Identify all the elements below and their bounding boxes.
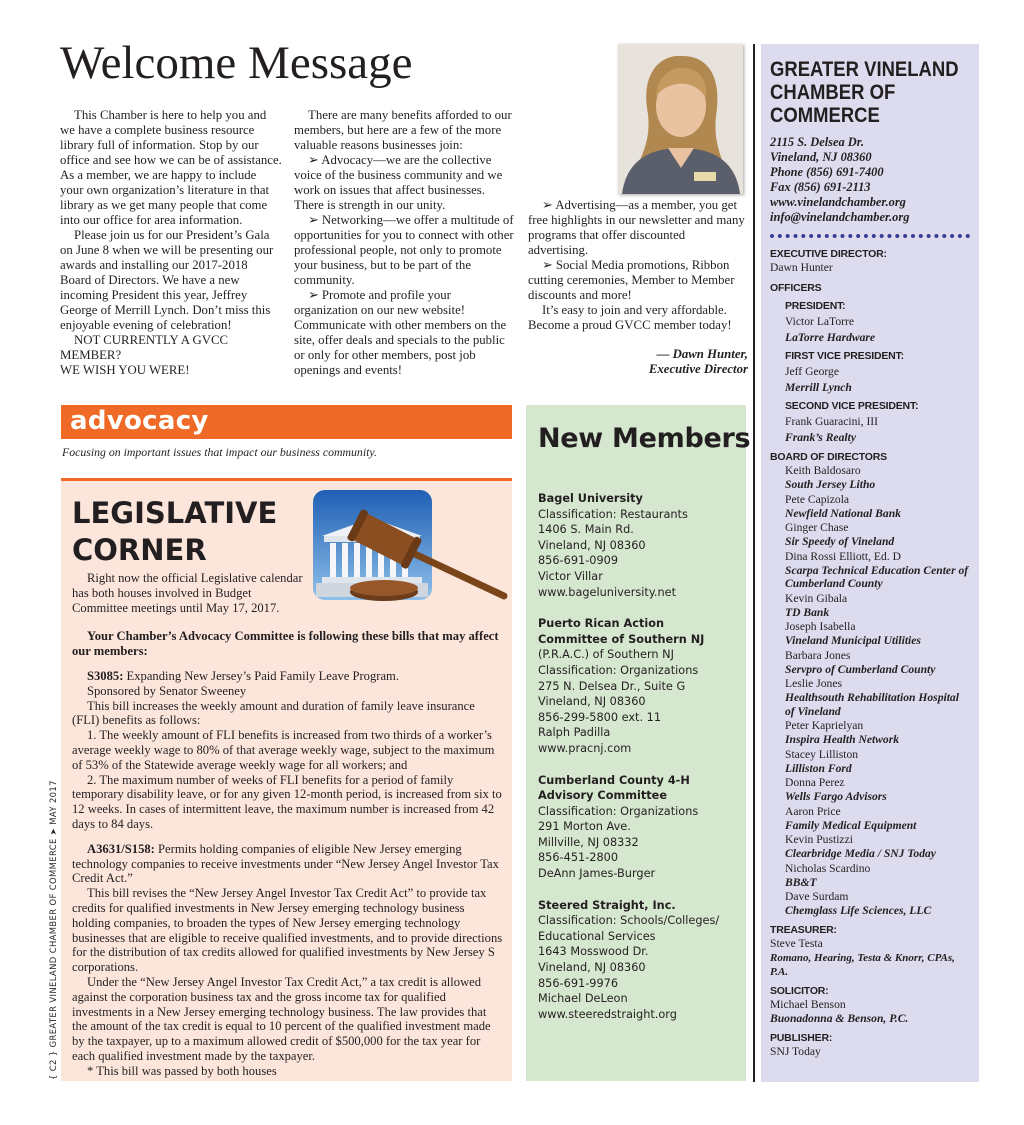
dotted-divider xyxy=(770,234,970,238)
second-vp-company: Frank’s Realty xyxy=(785,431,856,444)
new-member-detail: Classification: Organizations xyxy=(538,804,699,818)
new-member-detail: Millville, NJ 08332 xyxy=(538,835,639,849)
publisher-name: SNJ Today xyxy=(770,1044,821,1058)
board-member xyxy=(785,862,970,890)
new-member-detail: 1406 S. Main Rd. xyxy=(538,523,634,537)
chamber-address-line: Vineland, NJ 08360 xyxy=(770,150,872,164)
first-vp-name: Jeff George xyxy=(785,365,839,378)
new-member-detail: Vineland, NJ 08360 xyxy=(538,538,646,552)
new-members-panel xyxy=(526,405,751,1081)
board-member xyxy=(785,521,970,549)
bill-title: Expanding New Jersey’s Paid Family Leave Program. xyxy=(126,668,400,683)
bill-heading xyxy=(72,842,504,886)
board-member xyxy=(785,833,970,861)
solicitor-label: SOLICITOR: xyxy=(770,984,829,997)
chamber-website-link[interactable]: www.vinelandchamber.org xyxy=(770,195,906,209)
solicitor-name: Michael Benson xyxy=(770,997,846,1011)
president-label: PRESIDENT: xyxy=(785,300,846,312)
board-member-name: Ginger Chase xyxy=(785,521,849,534)
board-member-name: Donna Perez xyxy=(785,776,845,789)
welcome-paragraph: WE WISH YOU WERE! xyxy=(60,363,190,377)
new-member-detail: Ralph Padilla xyxy=(538,726,611,740)
new-member-detail: 856-451-2800 xyxy=(538,851,619,865)
page-folio: { C2 } GREATER VINELAND CHAMBER OF COMMERCE ➤ MAY 2017 xyxy=(48,780,58,1080)
new-member-detail: Classification: Organizations xyxy=(538,663,699,677)
new-member-detail: Michael DeLeon xyxy=(538,992,628,1006)
welcome-column-1 xyxy=(60,108,282,378)
board-member-company: Scarpa Technical Education Center of Cumberland County xyxy=(785,563,969,590)
new-member-detail: Vineland, NJ 08360 xyxy=(538,961,646,975)
board-member xyxy=(785,620,970,648)
board-member-company: BB&T xyxy=(785,875,817,889)
board-member xyxy=(785,719,970,747)
welcome-paragraph: ➢ Social Media promotions, Ribbon cutting ceremonies, Member to Member discounts and more! xyxy=(528,258,735,302)
treasurer-company: Romano, Hearing, Testa & Knorr, CPAs, P.A. xyxy=(770,951,955,978)
board-member xyxy=(785,464,970,492)
new-member-name: Puerto Rican Action Committee of Southern NJ xyxy=(538,617,705,646)
officers-label: OFFICERS xyxy=(770,282,822,294)
welcome-paragraph: ➢ Networking—we offer a multitude of opportunities for you to connect with other professional people, not only to promote your business, but to be part of the community. xyxy=(294,213,514,287)
board-member xyxy=(785,805,970,833)
new-member-detail: 856-299-5800 ext. 11 xyxy=(538,710,662,724)
legislative-intro: Right now the official Legislative calendar has both houses involved in Budget Committee meetings until May 17, 2017. xyxy=(72,571,303,615)
board-member xyxy=(785,550,970,591)
bill-paragraph: This bill increases the weekly amount and duration of family leave insurance (FLI) benefits as follows: xyxy=(72,698,475,728)
board-member xyxy=(785,748,970,776)
bill-paragraph: This bill revises the “New Jersey Angel Investor Tax Credit Act” to provide tax credits for qualified investments in New Jersey emerging technology business holding companies, to broaden the types of New Jersey emerging technology businesses that are eligible to receive qualified investments, and to provide directions for the distribution of tax credits allowed for qualified investments by New Jersey S corporations. xyxy=(72,886,503,975)
board-member-name: Joseph Isabella xyxy=(785,620,856,633)
board-member xyxy=(785,890,970,918)
director-portrait-photo xyxy=(618,44,743,194)
new-member-detail: 291 Morton Ave. xyxy=(538,820,631,834)
president-name: Victor LaTorre xyxy=(785,315,854,328)
new-member-detail: 856-691-0909 xyxy=(538,554,619,568)
column-divider xyxy=(753,44,755,1082)
board-member-name: Dave Surdam xyxy=(785,890,849,903)
publisher-label: PUBLISHER: xyxy=(770,1031,833,1044)
board-member-company: South Jersey Litho xyxy=(785,478,876,491)
advocacy-heading: advocacy xyxy=(70,406,209,436)
bill-footnote: * This bill was passed by both houses xyxy=(87,1063,277,1078)
board-member-name: Nicholas Scardino xyxy=(785,861,871,875)
new-member-entry xyxy=(538,491,734,600)
board-member-company: Wells Fargo Advisors xyxy=(785,790,887,803)
first-vp-label: FIRST VICE PRESIDENT: xyxy=(785,350,904,362)
board-member-name: Kevin Gibala xyxy=(785,591,848,605)
new-member-entry xyxy=(538,616,734,756)
new-member-entry xyxy=(538,773,734,882)
board-member-company: Vineland Municipal Utilities xyxy=(785,634,921,647)
welcome-paragraph: It’s easy to join and very affordable. Become a proud GVCC member today! xyxy=(528,303,732,332)
welcome-paragraph: Please join us for our President’s Gala on June 8 when we will be presenting our awards and installing our 2017-2018 Board of Directors. We have a new incoming President this year, Jeffrey George of Merrill Lynch. Don’t miss this enjoyable evening of celebration! xyxy=(60,228,274,332)
board-member-name: Leslie Jones xyxy=(785,677,842,690)
welcome-column-3 xyxy=(528,198,748,377)
chamber-phone: Phone (856) 691-7400 xyxy=(770,165,884,179)
board-member-name: Barbara Jones xyxy=(785,648,851,662)
new-member-detail: Classification: Restaurants xyxy=(538,507,688,521)
new-member-website-link[interactable]: www.bageluniversity.net xyxy=(538,585,677,599)
legislative-corner-title xyxy=(72,495,277,569)
new-member-detail: DeAnn James-Burger xyxy=(538,867,656,881)
treasurer-name: Steve Testa xyxy=(770,936,823,950)
board-member-name: Keith Baldosaro xyxy=(785,464,861,477)
board-member-company: Servpro of Cumberland County xyxy=(785,662,936,676)
bill-sponsor: Sponsored by Senator Sweeney xyxy=(87,683,247,698)
chamber-address-line: 2115 S. Delsea Dr. xyxy=(770,135,864,149)
board-label: BOARD OF DIRECTORS xyxy=(770,451,887,463)
welcome-column-2 xyxy=(294,108,514,378)
new-member-detail: Classification: Schools/Colleges/ Educational Services xyxy=(538,914,720,943)
welcome-signature xyxy=(528,347,748,377)
board-member xyxy=(785,592,970,620)
new-member-entry xyxy=(538,898,734,1023)
board-member xyxy=(785,649,970,677)
bill-heading xyxy=(72,669,504,684)
solicitor-company: Buonadonna & Benson, P.C. xyxy=(770,1011,909,1025)
board-member-company: Inspira Health Network xyxy=(785,733,900,746)
board-member-company: Newfield National Bank xyxy=(785,506,901,520)
welcome-paragraph: ➢ Promote and profile your organization on our new website! Communicate with other members on the site, offer deals and specials to the public or only for other members, post job openings and events! xyxy=(294,288,507,377)
bill-paragraph: 1. The weekly amount of FLI benefits is increased from two thirds of a worker’s average weekly wage to 80% of that average weekly wage, subject to the maximum of 53% of the Statewide average weekly wage for all workers; and xyxy=(72,728,495,772)
board-member-name: Aaron Price xyxy=(785,804,841,818)
legis-title-line: LEGISLATIVE xyxy=(72,496,278,530)
chamber-sidebar xyxy=(761,44,979,1082)
new-member-detail: (P.R.A.C.) of Southern NJ xyxy=(538,648,674,662)
board-member xyxy=(785,493,970,521)
legis-title-line: CORNER xyxy=(72,533,207,567)
board-member-company: TD Bank xyxy=(785,605,830,619)
bill-paragraph: 2. The maximum number of weeks of FLI benefits for a period of family temporary disability leave, or for any given 12-month period, is increased from six to 12 weeks. In cases of intermittent leave, the maximum number is increased from 42 days to 84 days. xyxy=(72,772,502,831)
new-member-website-link[interactable]: www.pracnj.com xyxy=(538,741,632,755)
board-member xyxy=(785,776,970,804)
welcome-paragraph: There are many benefits afforded to our members, but here are a few of the more valuable reasons businesses join: xyxy=(294,108,512,152)
new-members-list xyxy=(538,491,734,1022)
board-member-company: Chemglass Life Sciences, LLC xyxy=(785,904,932,917)
new-member-detail: 275 N. Delsea Dr., Suite G xyxy=(538,679,686,693)
bill-title: Permits holding companies of eligible New Jersey emerging technology companies to receive investments under “New Jersey Angel Investor Tax Credit Act.” xyxy=(72,841,499,886)
advocacy-banner xyxy=(61,405,512,439)
second-vp-name: Frank Guaracini, III xyxy=(785,415,879,428)
chamber-contact xyxy=(770,135,970,225)
new-members-title: New Members xyxy=(538,423,751,454)
president-company: LaTorre Hardware xyxy=(785,331,876,344)
board-member-company: Sir Speedy of Vineland xyxy=(785,535,895,548)
new-member-name: Bagel University xyxy=(538,492,643,505)
new-member-website-link[interactable]: www.steeredstraight.org xyxy=(538,1007,677,1021)
new-member-name: Steered Straight, Inc. xyxy=(538,898,676,912)
welcome-paragraph: ➢ Advertising—as a member, you get free highlights in our newsletter and many programs that offer discounted advertising. xyxy=(528,198,745,257)
chamber-fax: Fax (856) 691-2113 xyxy=(770,180,871,194)
executive-director-name: Dawn Hunter xyxy=(770,261,833,274)
signature-title: Executive Director xyxy=(648,362,748,376)
welcome-paragraph: NOT CURRENTLY A GVCC MEMBER? xyxy=(60,333,229,362)
board-member-name: Stacey Lilliston xyxy=(785,747,859,761)
board-member-name: Kevin Pustizzi xyxy=(785,833,853,846)
new-member-detail: 856-691-9976 xyxy=(538,976,619,990)
board-member-company: Clearbridge Media / SNJ Today xyxy=(785,847,936,860)
committee-statement: Your Chamber’s Advocacy Committee is following these bills that may affect our members: xyxy=(72,629,499,659)
chamber-name: GREATER VINELAND CHAMBER OF COMMERCE xyxy=(770,58,959,127)
welcome-title: Welcome Message xyxy=(60,37,413,89)
executive-director-label: EXECUTIVE DIRECTOR: xyxy=(770,248,887,260)
signature-name: — Dawn Hunter, xyxy=(656,347,748,361)
chamber-roster xyxy=(770,248,970,1059)
welcome-paragraph: This Chamber is here to help you and we have a complete business resource library full of information. Stop by our office and see how we can be of assistance. As a member, we are happy to include your own organization’s literature in that library as we get many people that come into our office for area information. xyxy=(60,108,282,227)
board-member-company: Healthsouth Rehabilitation Hospital of Vineland xyxy=(785,691,959,718)
bill-paragraph: Under the “New Jersey Angel Investor Tax Credit Act,” a tax credit is allowed against the corporation business tax and the gross income tax for qualified investments in a New Jersey emerging technology business. The law provides that the amount of the tax credit is equal to 10 percent of the qualified investment made by the taxpayer, up to a maximum allowed credit of $500,000 for the tax year for each qualified investment made by the taxpayer. xyxy=(72,974,491,1063)
board-member-company: Family Medical Equipment xyxy=(785,818,917,832)
advocacy-tagline: Focusing on important issues that impact our business community. xyxy=(62,445,377,459)
chamber-email-link[interactable]: info@vinelandchamber.org xyxy=(770,210,910,224)
new-member-detail: Victor Villar xyxy=(538,569,603,583)
board-member xyxy=(785,677,970,718)
second-vp-label: SECOND VICE PRESIDENT: xyxy=(785,400,919,412)
board-member-name: Pete Capizola xyxy=(785,492,850,506)
first-vp-company: Merrill Lynch xyxy=(785,381,852,394)
board-member-company: Lilliston Ford xyxy=(785,761,852,775)
treasurer-label: TREASURER: xyxy=(770,923,837,936)
new-member-detail: 1643 Mosswood Dr. xyxy=(538,945,649,959)
board-member-name: Peter Kaprielyan xyxy=(785,719,864,732)
welcome-paragraph: ➢ Advocacy—we are the collective voice of the business community and we work on issues that affect businesses. There is strength in our unity. xyxy=(294,153,503,212)
board-member-name: Dina Rossi Elliott, Ed. D xyxy=(785,549,901,563)
board-list xyxy=(770,464,970,918)
legislative-corner-body xyxy=(72,571,504,1079)
bill-id: S3085: xyxy=(87,668,124,683)
new-member-detail: Vineland, NJ 08360 xyxy=(538,695,646,709)
bill-id: A3631/S158: xyxy=(87,841,155,856)
new-member-name: Cumberland County 4-H Advisory Committee xyxy=(538,773,690,803)
